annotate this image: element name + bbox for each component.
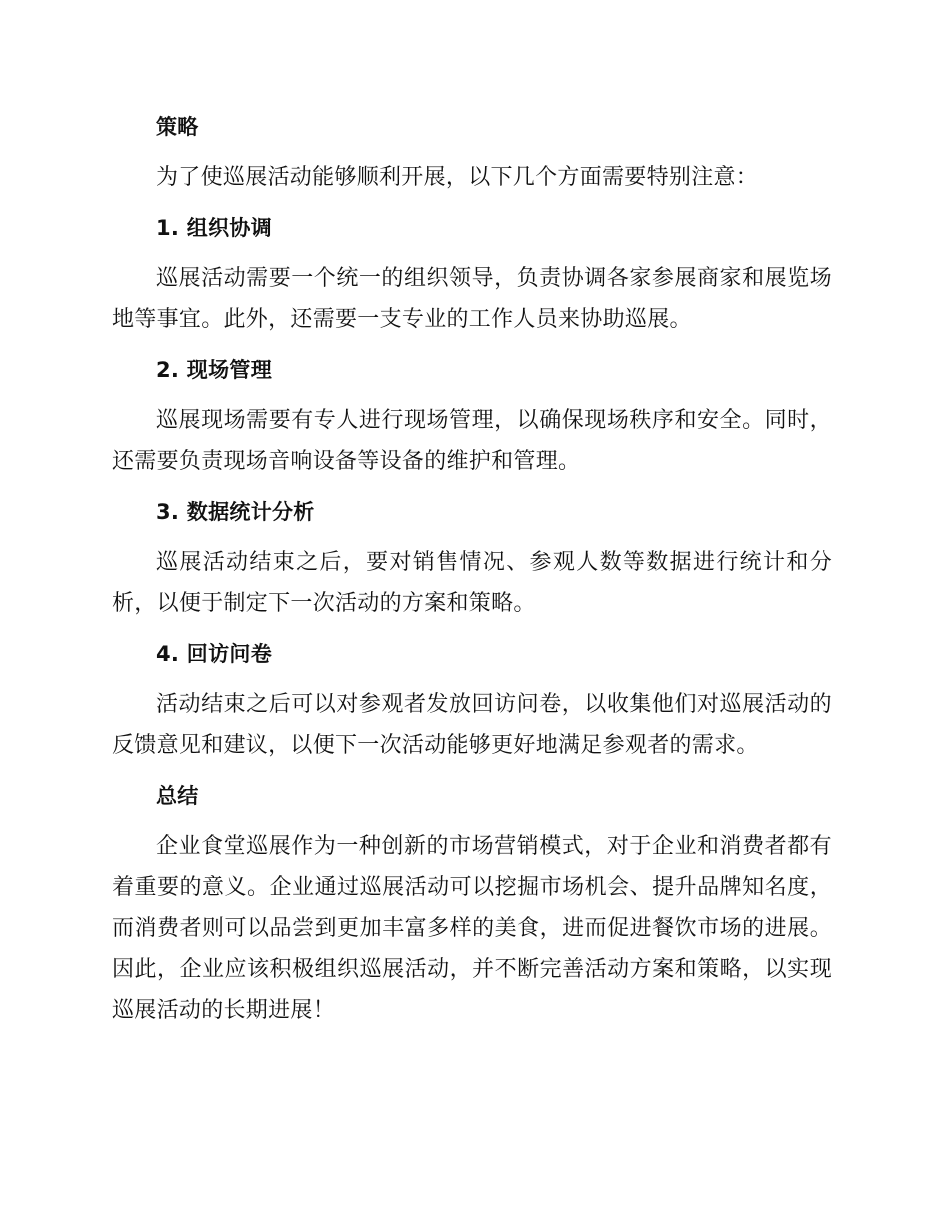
paragraph-site-management: 巡展现场需要有专人进行现场管理，以确保现场秩序和安全。同时，还需要负责现场音响设备等设备的维护和管理。	[112, 408, 832, 474]
section-heading-survey: 4. 回访问卷	[156, 642, 272, 666]
section-heading-site-management: 2. 现场管理	[156, 358, 272, 382]
section-heading-data-analysis: 3. 数据统计分析	[156, 500, 315, 524]
document-body	[112, 108, 832, 1042]
paragraph-survey: 活动结束之后可以对参观者发放回访问卷，以收集他们对巡展活动的反馈意见和建议，以便下一次活动能够更好地满足参观者的需求。	[112, 692, 832, 758]
paragraph-organization: 巡展活动需要一个统一的组织领导，负责协调各家参展商家和展览场地等事宜。此外，还需要一支专业的工作人员来协助巡展。	[112, 266, 832, 332]
section-heading-organization: 1. 组织协调	[156, 216, 272, 240]
paragraph-summary: 企业食堂巡展作为一种创新的市场营销模式，对于企业和消费者都有着重要的意义。企业通过巡展活动可以挖掘市场机会、提升品牌知名度，而消费者则可以品尝到更加丰富多样的美食，进而促进餐饮市场的进展。因此，企业应该积极组织巡展活动，并不断完善活动方案和策略，以实现巡展活动的长期进展！	[112, 834, 832, 1023]
paragraph-intro: 为了使巡展活动能够顺利开展，以下几个方面需要特别注意：	[156, 165, 759, 190]
section-heading-summary: 总结	[156, 784, 199, 808]
paragraph-data-analysis: 巡展活动结束之后，要对销售情况、参观人数等数据进行统计和分析，以便于制定下一次活动的方案和策略。	[112, 550, 832, 616]
section-heading-strategy: 策略	[156, 115, 199, 139]
